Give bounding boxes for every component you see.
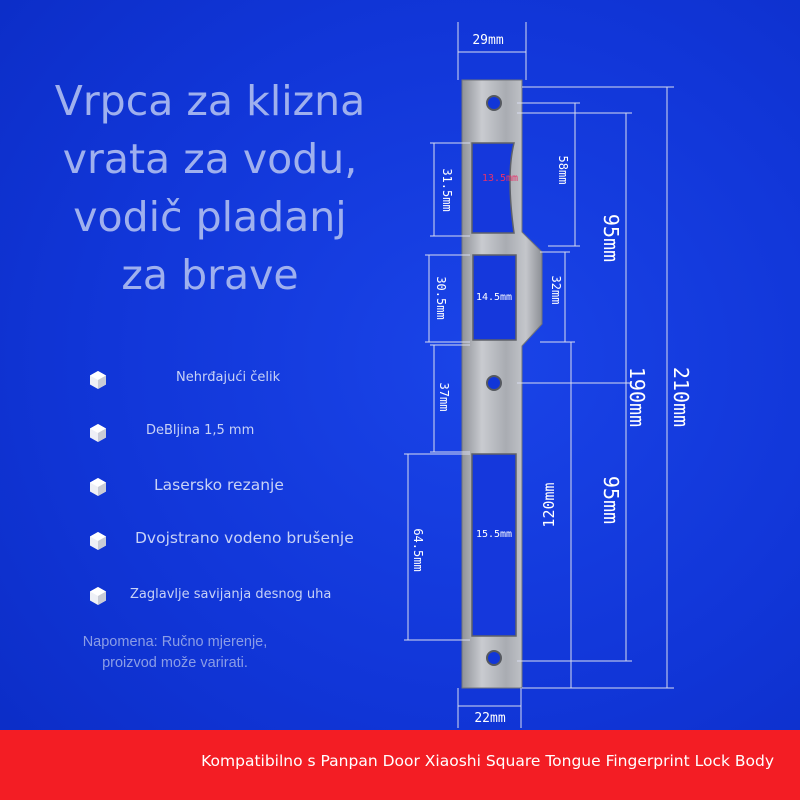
dim-slot1-width: 13.5mm	[481, 173, 519, 184]
compatibility-text: Kompatibilno s Panpan Door Xiaoshi Square Tongue Fingerprint Lock Body	[201, 752, 774, 770]
feature-stainless-steel: Nehrđajući čelik	[176, 370, 281, 385]
feature-double-grinding: Dvojstrano vodeno brušenje	[135, 529, 354, 547]
dim-slot1-offset: 58mm	[556, 155, 570, 185]
dim-slot1-height: 31.5mm	[440, 168, 454, 212]
slot-lower	[472, 454, 516, 636]
feature-laser-cutting: Lasersko rezanje	[154, 476, 284, 494]
dim-gap-37: 37mm	[437, 382, 451, 412]
dim-slot2-height: 30.5mm	[434, 276, 448, 320]
compatibility-banner	[0, 730, 800, 800]
slot-upper	[472, 143, 514, 233]
title-line-3: vodič pladanj	[73, 193, 347, 241]
title-line-1: Vrpca za klizna	[54, 77, 366, 125]
title-line-4: za brave	[121, 251, 299, 299]
screw-hole-middle	[487, 376, 501, 390]
dim-bottom-width: 22mm	[474, 711, 506, 726]
dim-slot3-width: 15.5mm	[475, 529, 513, 540]
title-line-2: vrata za vodu,	[62, 135, 358, 183]
dim-210: 210mm	[669, 366, 693, 428]
dim-slot2-offset: 32mm	[549, 275, 563, 305]
dim-slot2-width: 14.5mm	[475, 292, 513, 303]
dim-120: 120mm	[540, 482, 558, 528]
note-line-2: proizvod može varirati.	[102, 655, 248, 671]
dim-95-lower: 95mm	[599, 475, 623, 525]
note-line-1: Napomena: Ručno mjerenje,	[82, 634, 268, 650]
dim-slot3-height: 64.5mm	[411, 528, 425, 572]
dim-190: 190mm	[625, 366, 649, 428]
dim-95-upper: 95mm	[599, 213, 623, 263]
screw-hole-top	[487, 96, 501, 110]
dim-top-width: 29mm	[472, 33, 504, 48]
feature-thickness: DeBljina 1,5 mm	[146, 423, 255, 438]
feature-bent-ear: Zaglavlje savijanja desnog uha	[130, 587, 332, 602]
screw-hole-bottom	[487, 651, 501, 665]
